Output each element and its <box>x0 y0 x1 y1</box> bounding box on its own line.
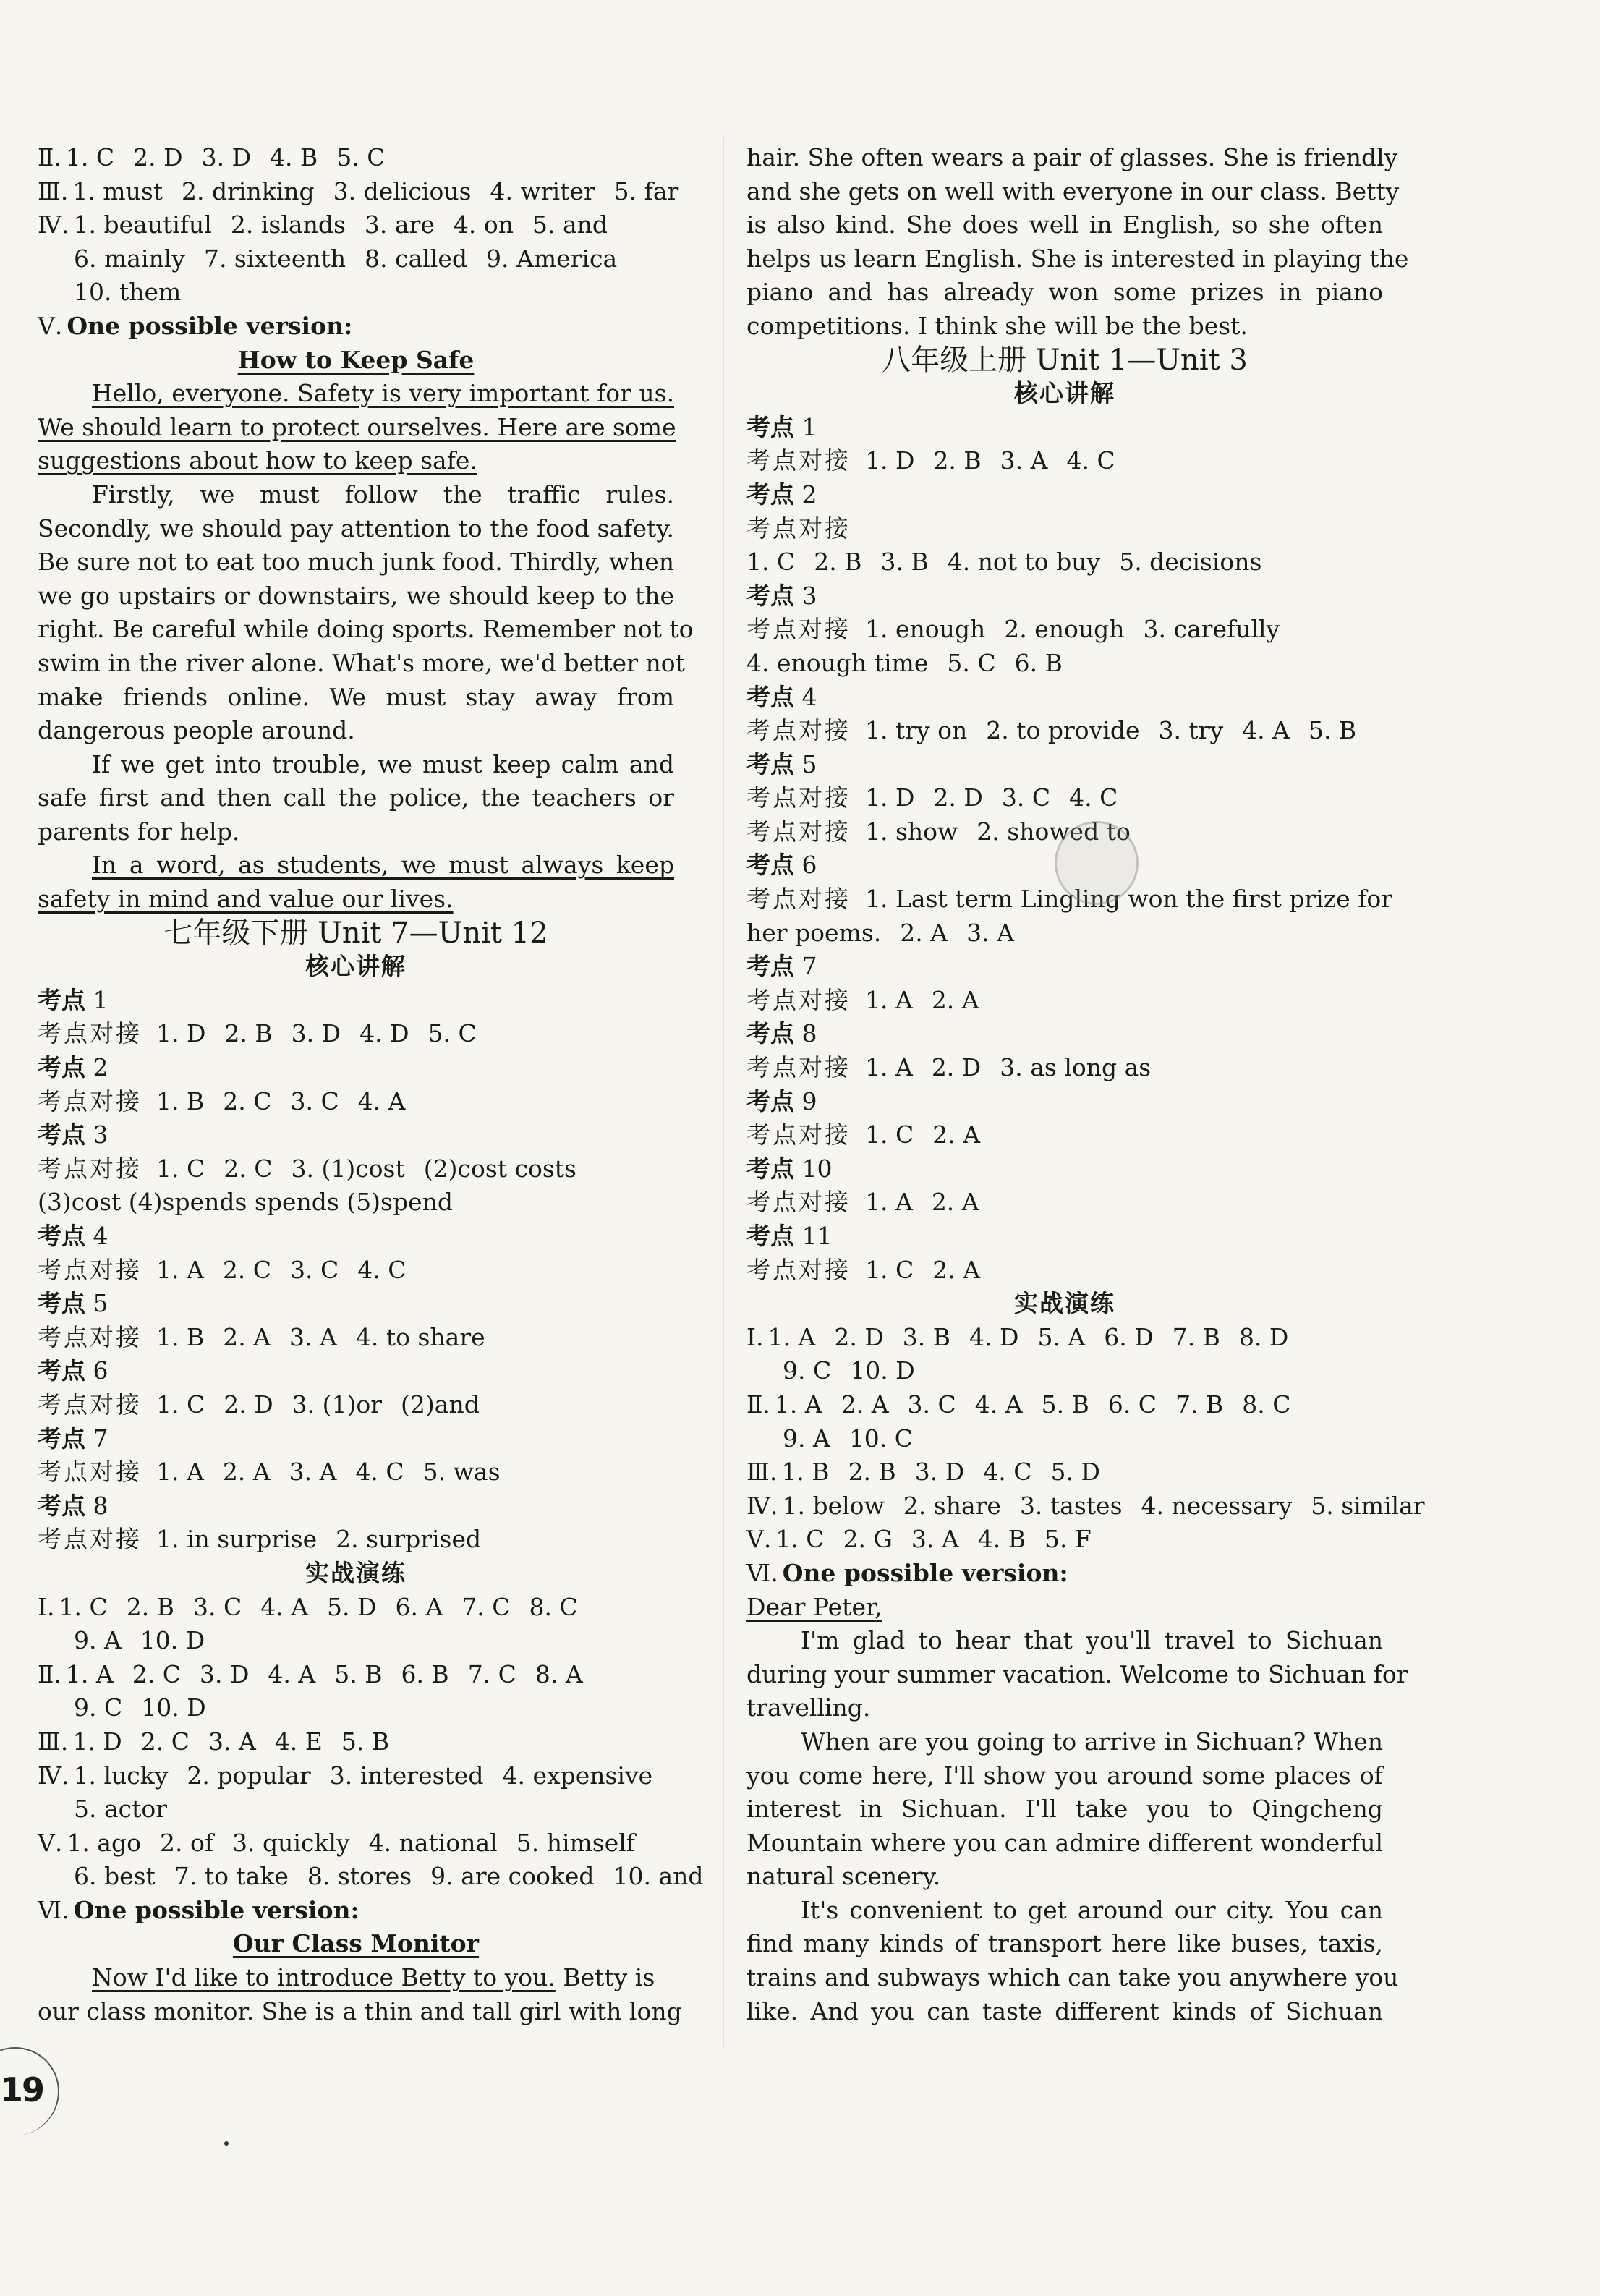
kaodian-heading: 考点 8 <box>38 1491 108 1520</box>
essay-line: We should learn to protect ourselves. Here are some <box>38 412 676 441</box>
unit-title: 七年级下册 Unit 7—Unit 12 <box>163 916 548 950</box>
essay-title: How to Keep Safe <box>237 345 475 374</box>
essay2-line: and she gets on well with everyone in our class. Betty <box>746 177 1400 205</box>
essay2-line: hair. She often wears a pair of glasses. She is friendly <box>746 143 1398 171</box>
kaodian-heading: 考点 8 <box>746 1019 817 1048</box>
letter-line: It's convenient to get around our city. You can <box>801 1895 1383 1924</box>
essay-line: swim in the river alone. What's more, we'd better not <box>38 648 685 677</box>
kaodian-heading: 考点 11 <box>746 1222 833 1250</box>
practice-row: Ⅴ. 1. C 2. G 3. A 4. B 5. F <box>746 1525 1092 1554</box>
kaodian-answers: 考点对接 1. A 2. D 3. as long as <box>746 1053 1152 1082</box>
speck <box>224 2141 229 2146</box>
practice-row: 5. actor <box>74 1795 168 1824</box>
practice-row: 6. best 7. to take 8. stores 9. are cooked 10. and <box>74 1862 704 1891</box>
kaodian-answers: 考点对接 1. try on 2. to provide 3. try 4. A 5. B <box>746 716 1357 745</box>
kaodian-answers: 1. C 2. B 3. B 4. not to buy 5. decisions <box>746 548 1262 577</box>
essay2-line: helps us learn English. She is interested in playing the <box>746 244 1409 273</box>
core-title: 核心讲解 <box>305 952 407 981</box>
kaodian-heading: 考点 5 <box>746 749 817 778</box>
kaodian-answers: 考点对接 1. C 2. A <box>746 1121 981 1149</box>
essay-line: we go upstairs or downstairs, we should keep to the <box>38 581 674 610</box>
letter-line: natural scenery. <box>746 1862 941 1891</box>
letter-line: Mountain where you can admire different wonderful <box>746 1828 1383 1857</box>
kaodian-heading: 考点 4 <box>746 682 817 711</box>
kaodian-answers: 考点对接 1. A 2. A <box>746 985 979 1014</box>
kaodian-answers: 考点对接 1. B 2. C 3. C 4. A <box>38 1087 406 1115</box>
kaodian-answers: 考点对接 1. in surprise 2. surprised <box>38 1525 482 1554</box>
essay-line: Firstly, we must follow the traffic rules. <box>92 480 674 509</box>
kaodian-answers: 考点对接 1. A 2. A 3. A 4. C 5. was <box>38 1458 501 1487</box>
letter-line: When are you going to arrive in Sichuan? When <box>801 1727 1383 1756</box>
letter-greeting: Dear Peter, <box>746 1592 882 1621</box>
answer-row-s2: Ⅱ. 1. C 2. D 3. D 4. B 5. C <box>38 143 386 171</box>
kaodian-heading: 考点 3 <box>38 1121 108 1149</box>
essay-line: suggestions about how to keep safe. <box>38 446 477 475</box>
kaodian-heading: 考点 4 <box>38 1222 108 1250</box>
practice-row: Ⅰ. 1. C 2. B 3. C 4. A 5. D 6. A 7. C 8. C <box>38 1592 578 1621</box>
essay2-line: piano and has already won some prizes in piano <box>746 278 1383 307</box>
letter-line: find many kinds of transport here like buses, taxis, <box>746 1929 1383 1958</box>
answer-row-s4c: 10. them <box>74 278 182 307</box>
kaodian-heading: 考点 1 <box>746 412 817 441</box>
letter-line: interest in Sichuan. I'll take you to Qingcheng <box>746 1795 1383 1824</box>
essay-line: In a word, as students, we must always keep <box>92 851 674 880</box>
essay-line: make friends online. We must stay away from <box>38 682 674 711</box>
practice-row: Ⅳ. 1. below 2. share 3. tastes 4. necessary 5. similar <box>746 1491 1425 1520</box>
kaodian-answers: 考点对接 1. D 2. B 3. D 4. D 5. C <box>38 1019 477 1048</box>
practice-row: Ⅱ. 1. A 2. C 3. D 4. A 5. B 6. B 7. C 8. A <box>38 1659 583 1688</box>
letter-line: like. And you can taste different kinds of Sichuan <box>746 1997 1383 2025</box>
kaodian-answers: 考点对接 1. enough 2. enough 3. carefully <box>746 615 1280 644</box>
kaodian-heading: 考点 9 <box>746 1087 817 1115</box>
kaodian-heading: 考点 2 <box>746 480 817 509</box>
essay2-line: competitions. I think she will be the best. <box>746 311 1248 340</box>
practice-row: Ⅲ. 1. D 2. C 3. A 4. E 5. B <box>38 1727 390 1756</box>
kaodian-heading: 考点 10 <box>746 1154 833 1183</box>
unit-title: 八年级上册 Unit 1—Unit 3 <box>882 343 1248 377</box>
practice-title: 实战演练 <box>1014 1289 1115 1318</box>
section-heading-s5: Ⅴ. One possible version: <box>38 311 353 340</box>
kaodian-answers: 考点对接 1. A 2. A <box>746 1188 979 1217</box>
kaodian-answers: 4. enough time 5. C 6. B <box>746 648 1063 677</box>
letter-line: during your summer vacation. Welcome to Sichuan for <box>746 1659 1408 1688</box>
essay-line: safety in mind and value our lives. <box>38 885 454 914</box>
essay-line: safe first and then call the police, the teachers or <box>38 783 674 812</box>
kaodian-answers: 考点对接 1. B 2. A 3. A 4. to share <box>38 1322 485 1351</box>
kaodian-heading: 考点 5 <box>38 1289 108 1318</box>
kaodian-answers: 考点对接 1. C 2. A <box>746 1255 981 1284</box>
stamp-watermark-icon <box>1055 821 1139 905</box>
letter-line: travelling. <box>746 1693 871 1722</box>
essay2-title: Our Class Monitor <box>232 1929 480 1958</box>
letter-line: trains and subways which can take you anywhere you <box>746 1963 1399 1992</box>
answer-row-s3: Ⅲ. 1. must 2. drinking 3. delicious 4. writer 5. far <box>38 177 679 205</box>
practice-row: 9. C 10. D <box>783 1356 915 1385</box>
practice-title: 实战演练 <box>305 1558 407 1587</box>
essay2-line: is also kind. She does well in English, so she often <box>746 211 1383 239</box>
kaodian-answers: her poems. 2. A 3. A <box>746 918 1014 947</box>
kaodian-answers: 考点对接 <box>746 514 851 543</box>
essay-line: Hello, everyone. Safety is very important for us. <box>92 379 675 408</box>
practice-row: Ⅴ. 1. ago 2. of 3. quickly 4. national 5. himself <box>38 1828 636 1857</box>
essay-line: parents for help. <box>38 817 240 846</box>
essay2-line: our class monitor. She is a thin and tall girl with long <box>38 1997 682 2025</box>
kaodian-heading: 考点 7 <box>746 952 817 981</box>
practice-row: 9. C 10. D <box>74 1693 206 1722</box>
kaodian-answers: 考点对接 1. C 2. C 3. (1)cost (2)cost costs <box>38 1154 576 1183</box>
kaodian-answers: 考点对接 1. C 2. D 3. (1)or (2)and <box>38 1390 480 1419</box>
essay-line: Be sure not to eat too much junk food. Thirdly, when <box>38 548 675 577</box>
practice-row: 9. A 10. D <box>74 1626 205 1655</box>
kaodian-heading: 考点 3 <box>746 581 817 610</box>
kaodian-heading: 考点 7 <box>38 1424 108 1453</box>
page-number: 19 <box>0 2070 44 2109</box>
answer-row-s4b: 6. mainly 7. sixteenth 8. called 9. America <box>74 244 618 273</box>
column-divider <box>723 137 724 2047</box>
kaodian-answers: 考点对接 1. show 2. showed to <box>746 817 1131 846</box>
essay-line: dangerous people around. <box>38 716 355 745</box>
kaodian-answers: 考点对接 1. D 2. D 3. C 4. C <box>746 783 1118 812</box>
left-column <box>38 141 704 2028</box>
practice-row: Ⅱ. 1. A 2. A 3. C 4. A 5. B 6. C 7. B 8. C <box>746 1390 1291 1419</box>
section-heading-p6: Ⅵ. One possible version: <box>746 1558 1068 1587</box>
answer-row-s4a: Ⅳ. 1. beautiful 2. islands 3. are 4. on 5. and <box>38 211 608 239</box>
essay2-line: Now I'd like to introduce Betty to you. Betty is <box>92 1963 655 1992</box>
core-title: 核心讲解 <box>1014 379 1115 408</box>
kaodian-heading: 考点 6 <box>38 1356 108 1385</box>
practice-row: Ⅲ. 1. B 2. B 3. D 4. C 5. D <box>746 1458 1100 1487</box>
kaodian-heading: 考点 2 <box>38 1053 108 1082</box>
section-heading-p6: Ⅵ. One possible version: <box>38 1895 359 1924</box>
kaodian-heading: 考点 6 <box>746 851 817 880</box>
kaodian-answers: 考点对接 1. Last term Lingling won the first prize for <box>746 885 1392 914</box>
right-column <box>746 141 1425 2028</box>
kaodian-heading: 考点 1 <box>38 985 108 1014</box>
kaodian-answers: 考点对接 1. A 2. C 3. C 4. C <box>38 1255 407 1284</box>
practice-row: Ⅰ. 1. A 2. D 3. B 4. D 5. A 6. D 7. B 8. D <box>746 1322 1289 1351</box>
essay-line: Secondly, we should pay attention to the food safety. <box>38 514 674 543</box>
essay-line: right. Be careful while doing sports. Remember not to <box>38 615 694 644</box>
practice-row: Ⅳ. 1. lucky 2. popular 3. interested 4. expensive <box>38 1761 653 1790</box>
kaodian-answers: 考点对接 1. D 2. B 3. A 4. C <box>746 446 1115 475</box>
letter-line: I'm glad to hear that you'll travel to Sichuan <box>801 1626 1383 1655</box>
essay-line: If we get into trouble, we must keep calm and <box>92 749 674 778</box>
letter-line: you come here, I'll show you around some places of <box>746 1761 1383 1790</box>
practice-row: 9. A 10. C <box>783 1424 914 1453</box>
kaodian-answers-extra: (3)cost (4)spends spends (5)spend <box>38 1188 454 1217</box>
